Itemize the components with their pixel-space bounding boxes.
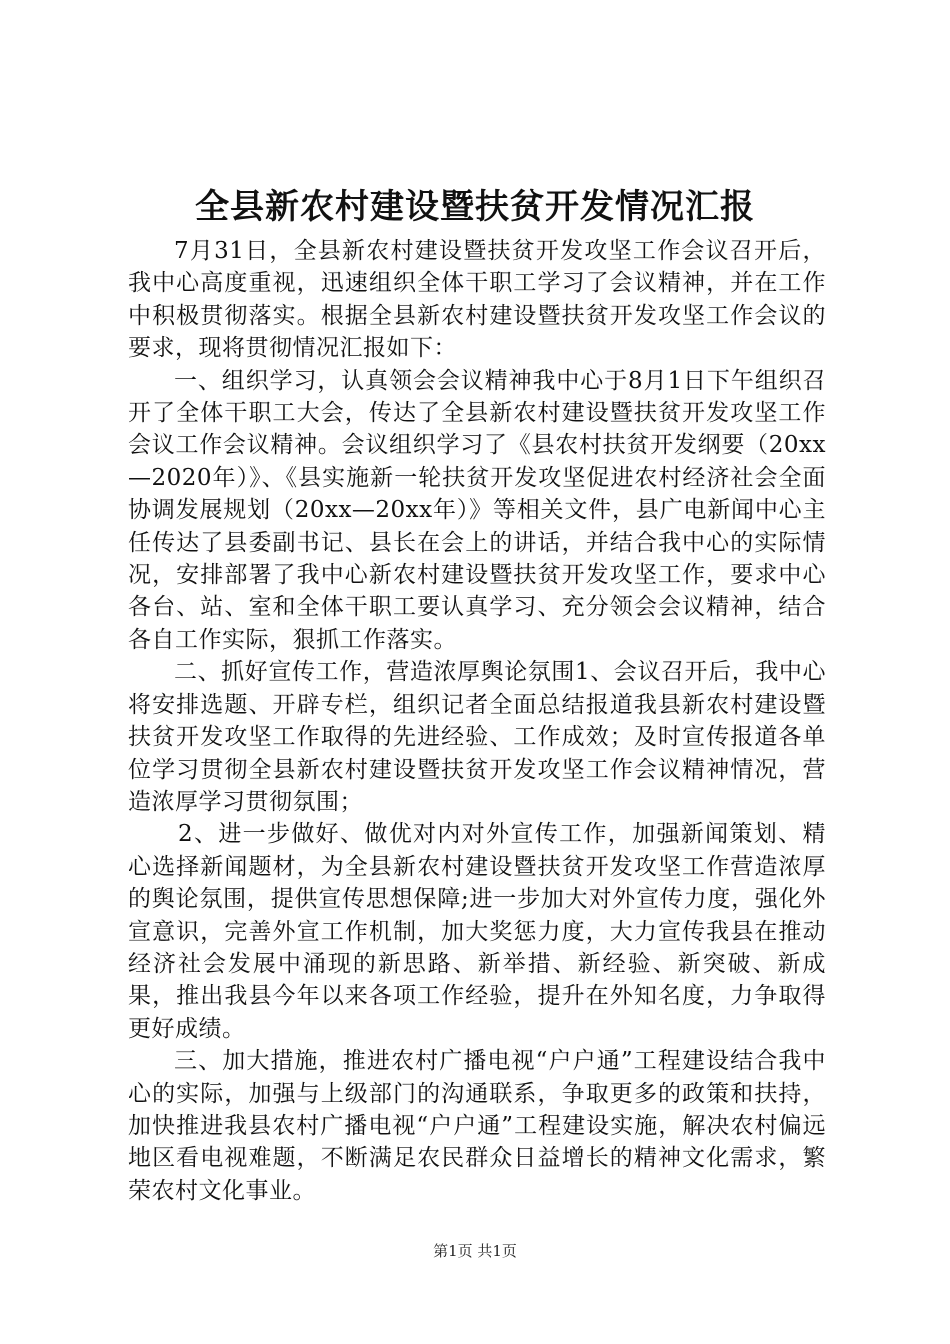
document-title: 全县新农村建设暨扶贫开发情况汇报	[195, 187, 755, 227]
page-footer: 第1页 共1页	[433, 1242, 517, 1260]
paragraph-section-two: 二、抓好宣传工作，营造浓厚舆论氛围1、会议召开后，我中心将安排选题、开辟专栏，组织记者全面总结报道我县新农村建设暨扶贫开发攻坚工作取得的先进经验、工作成效；及时宣传报道各单位学习贯彻全县新农村建设暨扶贫开发攻坚工作会议精神情况，营造浓厚学习贯彻氛围；	[128, 659, 826, 815]
paragraph-section-one: 一、组织学习，认真领会会议精神我中心于8月1日下午组织召开了全体干职工大会，传达了全县新农村建设暨扶贫开发攻坚工作会议工作会议精神。会议组织学习了《县农村扶贫开发纲要（20xx—2020年）》、《县实施新一轮扶贫开发攻坚促进农村经济社会全面协调发展规划（20xx—20xx年）》等相关文件，县广电新闻中心主任传达了县委副书记、县长在会上的讲话，并结合我中心的实际情况，安排部署了我中心新农村建设暨扶贫开发攻坚工作，要求中心各台、站、室和全体干职工要认真学习、充分领会会议精神，结合各自工作实际，狠抓工作落实。	[128, 367, 826, 653]
paragraph-section-two-item-two: 2、进一步做好、做优对内对外宣传工作，加强新闻策划、精心选择新闻题材，为全县新农村建设暨扶贫开发攻坚工作营造浓厚的舆论氛围，提供宣传思想保障;进一步加大对外宣传力度，强化外宣意识，完善外宣工作机制，加大奖惩力度，大力宣传我县在推动经济社会发展中涌现的新思路、新举措、新经验、新突破、新成果，推出我县今年以来各项工作经验，提升在外知名度，力争取得更好成绩。	[128, 821, 826, 1042]
paragraph-intro: 7月31日，全县新农村建设暨扶贫开发攻坚工作会议召开后，我中心高度重视，迅速组织全体干职工学习了会议精神，并在工作中积极贯彻落实。根据全县新农村建设暨扶贫开发攻坚工作会议的要求，现将贯彻情况汇报如下：	[128, 238, 826, 362]
document-body	[128, 235, 826, 1207]
paragraph-section-three: 三、加大措施，推进农村广播电视“户户通”工程建设结合我中心的实际，加强与上级部门的沟通联系，争取更多的政策和扶持，加快推进我县农村广播电视“户户通”工程建设实施，解决农村偏远地区看电视难题，不断满足农民群众日益增长的精神文化需求，繁荣农村文化事业。	[128, 1048, 826, 1204]
